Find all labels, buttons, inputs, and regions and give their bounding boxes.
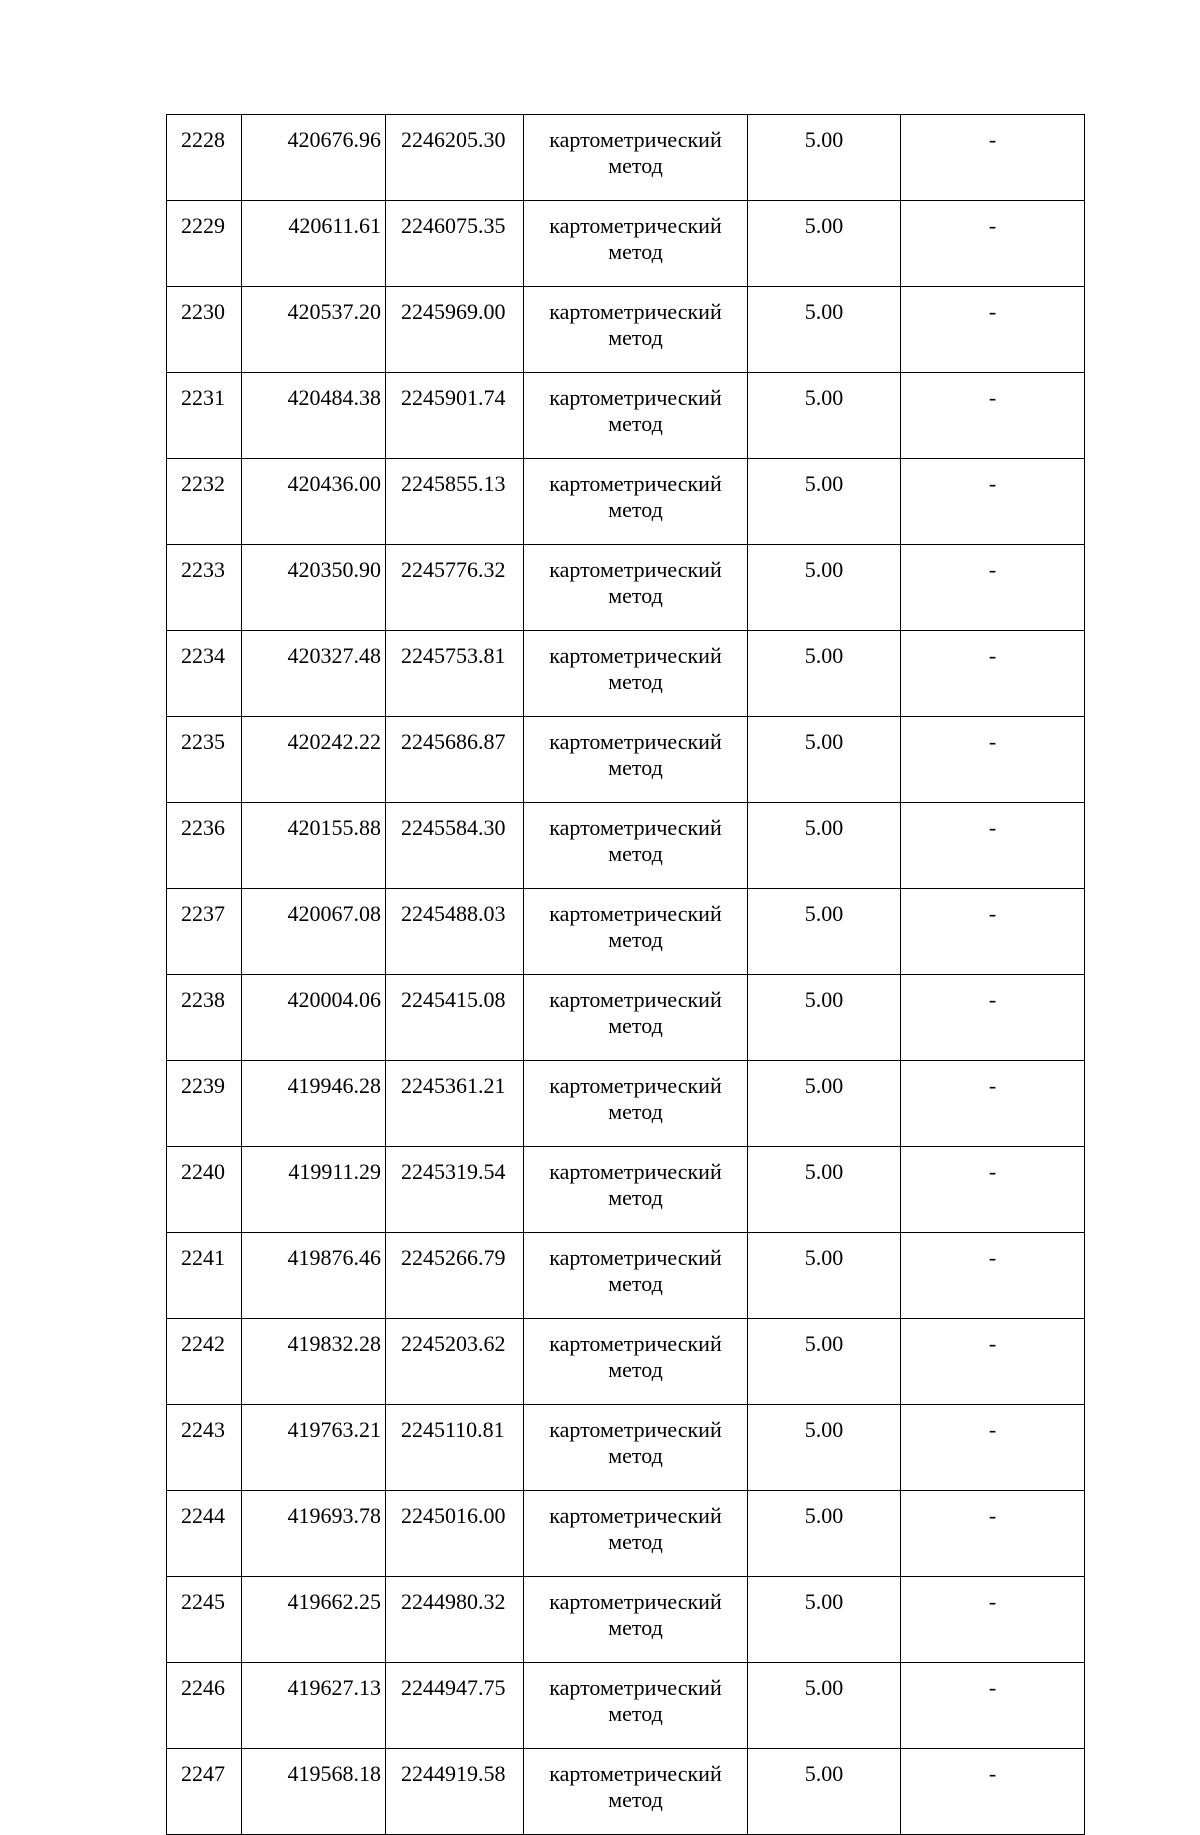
- y-coordinate-cell: 2245319.54: [386, 1147, 524, 1233]
- y-coordinate-cell: 2245016.00: [386, 1491, 524, 1577]
- point-number-cell: 2247: [167, 1749, 242, 1835]
- method-line-1: картометрический: [549, 299, 722, 324]
- method-line-2: метод: [608, 1357, 663, 1382]
- method-cell: [524, 115, 748, 201]
- point-number-cell: 2229: [167, 201, 242, 287]
- coordinates-table: [166, 114, 1085, 1835]
- method-line-1: картометрический: [549, 385, 722, 410]
- method-cell: [524, 1233, 748, 1319]
- method-line-2: метод: [608, 927, 663, 952]
- x-coordinate-cell: 419662.25: [242, 1577, 386, 1663]
- method-line-1: картометрический: [549, 1417, 722, 1442]
- method-line-1: картометрический: [549, 213, 722, 238]
- y-coordinate-cell: 2245969.00: [386, 287, 524, 373]
- y-coordinate-cell: 2244980.32: [386, 1577, 524, 1663]
- y-coordinate-cell: 2244919.58: [386, 1749, 524, 1835]
- description-cell: -: [901, 1061, 1085, 1147]
- method-line-1: картометрический: [549, 471, 722, 496]
- x-coordinate-cell: 419876.46: [242, 1233, 386, 1319]
- x-coordinate-cell: 420004.06: [242, 975, 386, 1061]
- x-coordinate-cell: 419627.13: [242, 1663, 386, 1749]
- y-coordinate-cell: 2245776.32: [386, 545, 524, 631]
- accuracy-cell: 5.00: [748, 1233, 901, 1319]
- y-coordinate-cell: 2245361.21: [386, 1061, 524, 1147]
- method-line-1: картометрический: [549, 1589, 722, 1614]
- x-coordinate-cell: 419693.78: [242, 1491, 386, 1577]
- accuracy-cell: 5.00: [748, 889, 901, 975]
- table-row: [167, 1491, 1085, 1577]
- point-number-cell: 2236: [167, 803, 242, 889]
- method-line-2: метод: [608, 497, 663, 522]
- point-number-cell: 2232: [167, 459, 242, 545]
- method-cell: [524, 1491, 748, 1577]
- x-coordinate-cell: 420350.90: [242, 545, 386, 631]
- accuracy-cell: 5.00: [748, 1491, 901, 1577]
- method-cell: [524, 1319, 748, 1405]
- y-coordinate-cell: 2244947.75: [386, 1663, 524, 1749]
- y-coordinate-cell: 2246075.35: [386, 201, 524, 287]
- method-line-2: метод: [608, 583, 663, 608]
- method-line-2: метод: [608, 841, 663, 866]
- method-line-2: метод: [608, 1787, 663, 1812]
- description-cell: -: [901, 1491, 1085, 1577]
- table-row: [167, 1577, 1085, 1663]
- table-row: [167, 201, 1085, 287]
- point-number-cell: 2233: [167, 545, 242, 631]
- accuracy-cell: 5.00: [748, 287, 901, 373]
- description-cell: -: [901, 1147, 1085, 1233]
- point-number-cell: 2243: [167, 1405, 242, 1491]
- description-cell: -: [901, 631, 1085, 717]
- accuracy-cell: 5.00: [748, 373, 901, 459]
- method-line-1: картометрический: [549, 1761, 722, 1786]
- method-line-2: метод: [608, 755, 663, 780]
- table-row: [167, 1147, 1085, 1233]
- method-line-1: картометрический: [549, 127, 722, 152]
- accuracy-cell: 5.00: [748, 803, 901, 889]
- point-number-cell: 2231: [167, 373, 242, 459]
- x-coordinate-cell: 420676.96: [242, 115, 386, 201]
- x-coordinate-cell: 419763.21: [242, 1405, 386, 1491]
- table-row: [167, 373, 1085, 459]
- x-coordinate-cell: 420155.88: [242, 803, 386, 889]
- accuracy-cell: 5.00: [748, 201, 901, 287]
- y-coordinate-cell: 2245901.74: [386, 373, 524, 459]
- point-number-cell: 2242: [167, 1319, 242, 1405]
- method-cell: [524, 1061, 748, 1147]
- accuracy-cell: 5.00: [748, 115, 901, 201]
- accuracy-cell: 5.00: [748, 1405, 901, 1491]
- method-line-2: метод: [608, 1099, 663, 1124]
- point-number-cell: 2240: [167, 1147, 242, 1233]
- table-body: [167, 115, 1085, 1835]
- method-cell: [524, 201, 748, 287]
- accuracy-cell: 5.00: [748, 631, 901, 717]
- y-coordinate-cell: 2245855.13: [386, 459, 524, 545]
- description-cell: -: [901, 545, 1085, 631]
- method-line-2: метод: [608, 1529, 663, 1554]
- method-line-1: картометрический: [549, 1073, 722, 1098]
- description-cell: -: [901, 975, 1085, 1061]
- method-cell: [524, 1749, 748, 1835]
- x-coordinate-cell: 420436.00: [242, 459, 386, 545]
- point-number-cell: 2239: [167, 1061, 242, 1147]
- table-row: [167, 287, 1085, 373]
- y-coordinate-cell: 2245266.79: [386, 1233, 524, 1319]
- description-cell: -: [901, 1663, 1085, 1749]
- method-cell: [524, 803, 748, 889]
- x-coordinate-cell: 420327.48: [242, 631, 386, 717]
- table-row: [167, 459, 1085, 545]
- x-coordinate-cell: 420537.20: [242, 287, 386, 373]
- point-number-cell: 2241: [167, 1233, 242, 1319]
- table-row: [167, 803, 1085, 889]
- accuracy-cell: 5.00: [748, 1319, 901, 1405]
- method-line-2: метод: [608, 1615, 663, 1640]
- x-coordinate-cell: 420242.22: [242, 717, 386, 803]
- method-line-2: метод: [608, 153, 663, 178]
- method-cell: [524, 1405, 748, 1491]
- y-coordinate-cell: 2245488.03: [386, 889, 524, 975]
- accuracy-cell: 5.00: [748, 1663, 901, 1749]
- method-cell: [524, 1663, 748, 1749]
- description-cell: -: [901, 803, 1085, 889]
- description-cell: -: [901, 1405, 1085, 1491]
- y-coordinate-cell: 2245203.62: [386, 1319, 524, 1405]
- x-coordinate-cell: 419911.29: [242, 1147, 386, 1233]
- method-cell: [524, 975, 748, 1061]
- table-row: [167, 115, 1085, 201]
- point-number-cell: 2238: [167, 975, 242, 1061]
- method-line-2: метод: [608, 411, 663, 436]
- table-row: [167, 1061, 1085, 1147]
- method-line-1: картометрический: [549, 987, 722, 1012]
- x-coordinate-cell: 419568.18: [242, 1749, 386, 1835]
- description-cell: -: [901, 287, 1085, 373]
- method-line-1: картометрический: [549, 1245, 722, 1270]
- method-line-1: картометрический: [549, 643, 722, 668]
- description-cell: -: [901, 889, 1085, 975]
- table-row: [167, 1749, 1085, 1835]
- point-number-cell: 2235: [167, 717, 242, 803]
- method-line-1: картометрический: [549, 901, 722, 926]
- y-coordinate-cell: 2245110.81: [386, 1405, 524, 1491]
- description-cell: -: [901, 1319, 1085, 1405]
- method-line-2: метод: [608, 1271, 663, 1296]
- accuracy-cell: 5.00: [748, 717, 901, 803]
- point-number-cell: 2237: [167, 889, 242, 975]
- accuracy-cell: 5.00: [748, 1749, 901, 1835]
- x-coordinate-cell: 420067.08: [242, 889, 386, 975]
- method-cell: [524, 287, 748, 373]
- method-line-2: метод: [608, 1185, 663, 1210]
- y-coordinate-cell: 2245584.30: [386, 803, 524, 889]
- method-cell: [524, 889, 748, 975]
- x-coordinate-cell: 419946.28: [242, 1061, 386, 1147]
- method-line-2: метод: [608, 1013, 663, 1038]
- table-row: [167, 889, 1085, 975]
- method-line-1: картометрический: [549, 1503, 722, 1528]
- method-line-1: картометрический: [549, 729, 722, 754]
- description-cell: -: [901, 373, 1085, 459]
- description-cell: -: [901, 115, 1085, 201]
- table-row: [167, 1319, 1085, 1405]
- point-number-cell: 2246: [167, 1663, 242, 1749]
- table-row: [167, 545, 1085, 631]
- table-row: [167, 631, 1085, 717]
- x-coordinate-cell: 420611.61: [242, 201, 386, 287]
- accuracy-cell: 5.00: [748, 1061, 901, 1147]
- method-line-2: метод: [608, 1443, 663, 1468]
- table-row: [167, 717, 1085, 803]
- description-cell: -: [901, 717, 1085, 803]
- method-line-2: метод: [608, 669, 663, 694]
- method-cell: [524, 373, 748, 459]
- description-cell: -: [901, 1233, 1085, 1319]
- method-line-2: метод: [608, 1701, 663, 1726]
- description-cell: -: [901, 1577, 1085, 1663]
- x-coordinate-cell: 419832.28: [242, 1319, 386, 1405]
- point-number-cell: 2244: [167, 1491, 242, 1577]
- method-cell: [524, 1577, 748, 1663]
- method-line-1: картометрический: [549, 1159, 722, 1184]
- accuracy-cell: 5.00: [748, 459, 901, 545]
- description-cell: -: [901, 459, 1085, 545]
- y-coordinate-cell: 2246205.30: [386, 115, 524, 201]
- y-coordinate-cell: 2245415.08: [386, 975, 524, 1061]
- method-line-1: картометрический: [549, 557, 722, 582]
- method-cell: [524, 631, 748, 717]
- method-line-1: картометрический: [549, 1331, 722, 1356]
- y-coordinate-cell: 2245686.87: [386, 717, 524, 803]
- accuracy-cell: 5.00: [748, 975, 901, 1061]
- description-cell: -: [901, 201, 1085, 287]
- method-cell: [524, 545, 748, 631]
- point-number-cell: 2234: [167, 631, 242, 717]
- table-row: [167, 1233, 1085, 1319]
- description-cell: -: [901, 1749, 1085, 1835]
- method-cell: [524, 717, 748, 803]
- table-row: [167, 1405, 1085, 1491]
- x-coordinate-cell: 420484.38: [242, 373, 386, 459]
- method-cell: [524, 1147, 748, 1233]
- method-line-2: метод: [608, 325, 663, 350]
- accuracy-cell: 5.00: [748, 545, 901, 631]
- y-coordinate-cell: 2245753.81: [386, 631, 524, 717]
- table-row: [167, 1663, 1085, 1749]
- point-number-cell: 2228: [167, 115, 242, 201]
- accuracy-cell: 5.00: [748, 1577, 901, 1663]
- point-number-cell: 2245: [167, 1577, 242, 1663]
- point-number-cell: 2230: [167, 287, 242, 373]
- method-line-1: картометрический: [549, 1675, 722, 1700]
- method-line-2: метод: [608, 239, 663, 264]
- method-line-1: картометрический: [549, 815, 722, 840]
- method-cell: [524, 459, 748, 545]
- table-row: [167, 975, 1085, 1061]
- accuracy-cell: 5.00: [748, 1147, 901, 1233]
